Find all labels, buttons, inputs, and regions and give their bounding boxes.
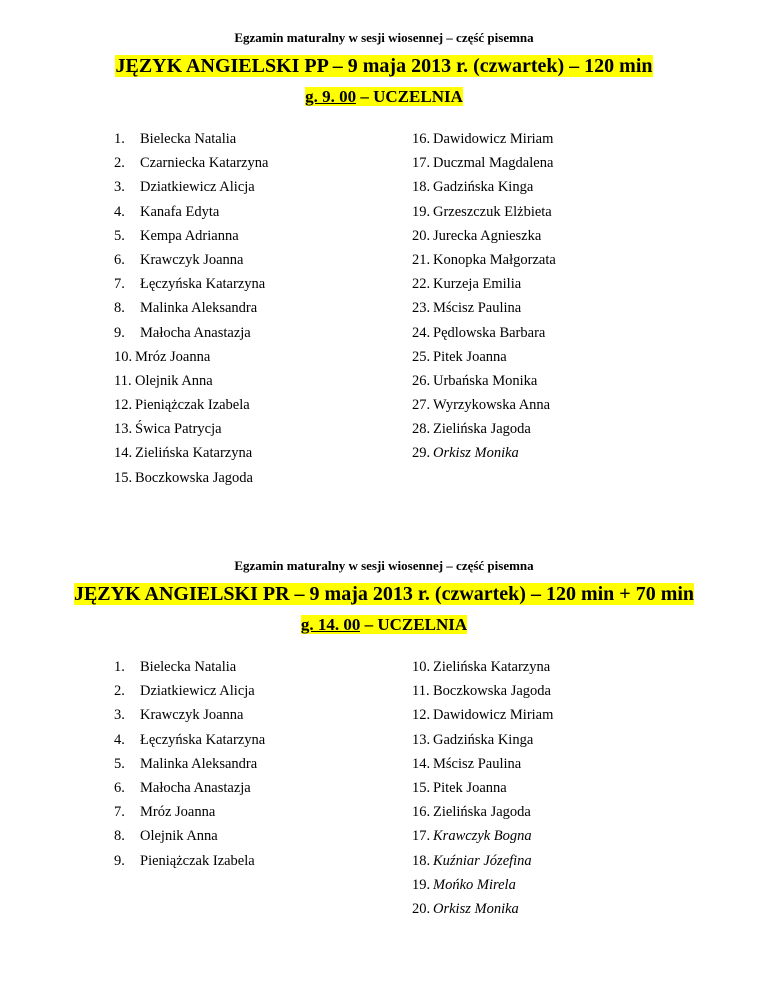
exam-section-pp: [0, 28, 768, 486]
list-item-name: Czarniecka Katarzyna: [140, 155, 269, 172]
list-item-name: Malinka Aleksandra: [140, 755, 258, 772]
list-item-number: 6.: [114, 251, 125, 268]
list-item: [114, 466, 384, 490]
list-item-name: Kuźniar Józefina: [433, 852, 532, 869]
list-item-number: 10.: [412, 659, 431, 675]
list-item-name: Dziatkiewicz Alicja: [140, 179, 255, 196]
list-item-number: 14.: [412, 755, 431, 772]
list-item-name: Kanafa Edyta: [140, 203, 220, 220]
list-item-number: 15.: [114, 469, 133, 486]
list-item: [114, 151, 384, 175]
list-item: [114, 417, 384, 441]
student-list-left-column: [114, 127, 384, 490]
list-item-name: Malinka Aleksandra: [140, 300, 258, 317]
list-item: [114, 728, 384, 752]
list-item-name: Pitek Joanna: [433, 348, 507, 365]
list-item-number: 3.: [114, 179, 125, 196]
list-item-name: Wyrzykowska Anna: [433, 397, 551, 414]
exam-location: – UCZELNIA: [360, 615, 468, 634]
list-item-number: 4.: [114, 203, 125, 220]
list-item-number: 8.: [114, 300, 125, 317]
list-item: [114, 752, 384, 776]
exam-title-text: JĘZYK ANGIELSKI PP – 9 maja 2013 r. (czwartek) – 120 min: [115, 55, 653, 77]
list-item: [412, 200, 712, 224]
list-item-name: Małocha Anastazja: [140, 779, 251, 796]
list-item-name: Gadzińska Kinga: [433, 179, 534, 196]
list-item-number: 26.: [412, 372, 431, 389]
list-item-number: 18.: [412, 179, 431, 196]
list-item-name: Konopka Małgorzata: [433, 251, 556, 268]
list-item-name: Orkisz Monika: [433, 900, 519, 917]
list-item-number: 2.: [114, 683, 125, 700]
list-item: [114, 127, 384, 151]
list-item-name: Orkisz Monika: [433, 445, 519, 462]
list-item-number: 12.: [114, 397, 133, 414]
list-item-name: Boczkowska Jagoda: [135, 469, 253, 486]
exam-time: g. 14. 00: [300, 615, 361, 634]
list-item: [412, 873, 712, 897]
list-item: [114, 224, 384, 248]
list-item-number: 13.: [412, 731, 431, 748]
list-item: [412, 752, 712, 776]
list-item-number: 12.: [412, 707, 431, 724]
list-item-name: Duczmal Magdalena: [433, 155, 554, 172]
list-item: [412, 224, 712, 248]
list-item-number: 9.: [114, 324, 125, 341]
list-item-name: Olejnik Anna: [135, 372, 213, 389]
list-item-number: 20.: [412, 227, 431, 244]
list-item: [412, 369, 712, 393]
list-item-name: Urbańska Monika: [433, 372, 538, 389]
list-item: [412, 272, 712, 296]
list-item: [114, 393, 384, 417]
list-item: [412, 151, 712, 175]
list-item-number: 1.: [114, 131, 125, 147]
list-item-number: 25.: [412, 348, 431, 365]
list-item: [114, 824, 384, 848]
list-item-name: Dawidowicz Miriam: [433, 131, 554, 147]
list-item-name: Krawczyk Joanna: [140, 707, 244, 724]
list-item-number: 3.: [114, 707, 125, 724]
list-item-name: Boczkowska Jagoda: [433, 683, 551, 700]
list-item-number: 5.: [114, 755, 125, 772]
list-item: [412, 127, 712, 151]
list-item: [412, 800, 712, 824]
list-item: [114, 679, 384, 703]
list-item: [412, 776, 712, 800]
list-item: [114, 655, 384, 679]
list-item-number: 1.: [114, 659, 125, 675]
list-item-number: 17.: [412, 155, 431, 172]
list-item-number: 27.: [412, 397, 431, 414]
exam-time-location: [0, 611, 768, 639]
list-item-name: Krawczyk Bogna: [433, 828, 532, 845]
list-item-number: 20.: [412, 900, 431, 917]
list-item: [412, 679, 712, 703]
list-item-number: 21.: [412, 251, 431, 268]
list-item: [412, 248, 712, 272]
list-item-name: Olejnik Anna: [140, 828, 218, 845]
list-item-name: Dawidowicz Miriam: [433, 707, 554, 724]
list-item: [412, 824, 712, 848]
list-item-name: Mścisz Paulina: [433, 300, 522, 317]
list-item: [114, 272, 384, 296]
list-item-name: Dziatkiewicz Alicja: [140, 683, 255, 700]
list-item-name: Krawczyk Joanna: [140, 251, 244, 268]
list-item-number: 10.: [114, 348, 133, 365]
list-item-name: Zielińska Jagoda: [433, 804, 531, 821]
list-item-number: 16.: [412, 804, 431, 821]
list-item-number: 9.: [114, 852, 125, 869]
exam-time: g. 9. 00: [305, 87, 357, 106]
list-item-name: Pędlowska Barbara: [433, 324, 546, 341]
list-item-number: 28.: [412, 421, 431, 438]
list-item: [114, 200, 384, 224]
list-item-name: Kempa Adrianna: [140, 227, 239, 244]
list-item-name: Mróz Joanna: [135, 348, 211, 365]
list-item-name: Zielińska Jagoda: [433, 421, 531, 438]
list-item-name: Gadzińska Kinga: [433, 731, 534, 748]
student-list-right-column: [412, 655, 712, 921]
list-item-number: 19.: [412, 876, 431, 893]
list-item: [114, 296, 384, 320]
list-item: [412, 393, 712, 417]
list-item-name: Świca Patrycja: [135, 421, 222, 438]
list-item-name: Kurzeja Emilia: [433, 276, 522, 293]
list-item-number: 14.: [114, 445, 133, 462]
list-item: [412, 296, 712, 320]
list-item-name: Jurecka Agnieszka: [433, 227, 542, 244]
list-item-number: 19.: [412, 203, 431, 220]
list-item-name: Pieniążczak Izabela: [140, 852, 255, 869]
list-item: [114, 321, 384, 345]
list-item-name: Pitek Joanna: [433, 779, 507, 796]
list-item-name: Grzeszczuk Elżbieta: [433, 203, 552, 220]
list-item-number: 4.: [114, 731, 125, 748]
list-item-number: 7.: [114, 276, 125, 293]
list-item: [412, 345, 712, 369]
list-item: [412, 849, 712, 873]
list-item-number: 22.: [412, 276, 431, 293]
list-item: [114, 369, 384, 393]
list-item-number: 24.: [412, 324, 431, 341]
list-item-number: 11.: [412, 683, 430, 700]
list-item-number: 18.: [412, 852, 431, 869]
list-item: [412, 321, 712, 345]
exam-subheading: Egzamin maturalny w sesji wiosennej – część pisemna: [234, 558, 534, 573]
list-item: [412, 897, 712, 921]
list-item-name: Bielecka Natalia: [140, 131, 237, 147]
list-item: [412, 417, 712, 441]
list-item-name: Bielecka Natalia: [140, 659, 237, 675]
list-item-number: 29.: [412, 445, 431, 462]
list-item: [412, 175, 712, 199]
list-item: [412, 703, 712, 727]
exam-title: [0, 579, 768, 609]
list-item-number: 8.: [114, 828, 125, 845]
list-item: [114, 800, 384, 824]
student-list-right-column: [412, 127, 712, 466]
list-item: [412, 441, 712, 465]
list-item-number: 17.: [412, 828, 431, 845]
list-item-number: 13.: [114, 421, 133, 438]
list-item-name: Łęczyńska Katarzyna: [140, 731, 266, 748]
list-item: [412, 728, 712, 752]
list-item-number: 5.: [114, 227, 125, 244]
list-item-name: Małocha Anastazja: [140, 324, 251, 341]
list-item-number: 11.: [114, 372, 132, 389]
list-item-name: Łęczyńska Katarzyna: [140, 276, 266, 293]
list-item-number: 6.: [114, 779, 125, 796]
list-item-number: 23.: [412, 300, 431, 317]
list-item: [114, 175, 384, 199]
list-item-name: Mścisz Paulina: [433, 755, 522, 772]
list-item-name: Zielińska Katarzyna: [433, 659, 551, 675]
list-item-number: 7.: [114, 804, 125, 821]
list-item: [412, 655, 712, 679]
exam-time-location: [0, 83, 768, 111]
list-item: [114, 345, 384, 369]
exam-subheading: Egzamin maturalny w sesji wiosennej – część pisemna: [234, 30, 534, 45]
list-item: [114, 776, 384, 800]
exam-title: [0, 51, 768, 81]
list-item: [114, 703, 384, 727]
exam-section-pr: [0, 556, 768, 917]
list-item-name: Zielińska Katarzyna: [135, 445, 253, 462]
student-list-left-column: [114, 655, 384, 873]
list-item: [114, 248, 384, 272]
list-item: [114, 441, 384, 465]
list-item-name: Mońko Mirela: [433, 876, 516, 893]
list-item-number: 15.: [412, 779, 431, 796]
list-item: [114, 849, 384, 873]
exam-title-text: JĘZYK ANGIELSKI PR – 9 maja 2013 r. (czwartek) – 120 min + 70 min: [73, 583, 695, 605]
list-item-number: 16.: [412, 131, 431, 147]
list-item-name: Mróz Joanna: [140, 804, 216, 821]
list-item-name: Pieniążczak Izabela: [135, 397, 250, 414]
exam-location: – UCZELNIA: [356, 87, 463, 106]
list-item-number: 2.: [114, 155, 125, 172]
